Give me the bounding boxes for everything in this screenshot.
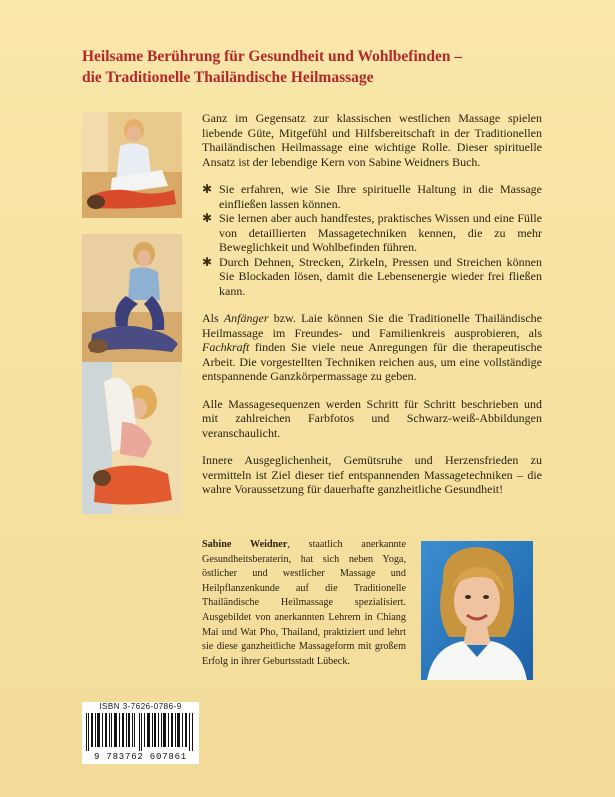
feature-list	[202, 182, 542, 298]
headline-line-1: Heilsame Berührung für Gesundheit und Wohlbefinden –	[82, 48, 463, 65]
massage-photo-2	[82, 234, 182, 364]
feature-item: ✱ Durch Dehnen, Strecken, Zirkeln, Pressen und Streichen können Sie Blockaden lösen, damit die Lebensenergie wieder frei fließen kann.	[202, 254, 542, 298]
headline-line-2: die Traditionelle Thailändische Heilmassage	[82, 69, 374, 86]
massage-photo-3	[82, 362, 182, 514]
audience-paragraph: Als Anfänger bzw. Laie können Sie die Traditionelle Thailändische Heilmassage im Freundes- und Familienkreis ausprobieren, als Fachkraft finden Sie viele neue Anregungen für die therapeutische Arbeit. Die vorgestellten Techniken reichen aus, um eine vollständige entspannende Ganzkörpermassage zu geben.	[202, 311, 542, 383]
photo-strip	[82, 112, 182, 514]
ean-digits: 9 783762 607861	[93, 752, 187, 762]
massage-photo-1	[82, 112, 182, 218]
asterisk-bullet-icon: ✱	[202, 211, 213, 225]
author-portrait	[421, 541, 533, 680]
feature-item: ✱ Sie erfahren, wie Sie Ihre spirituelle Haltung in die Massage einfließen lassen können.	[202, 182, 542, 211]
intro-paragraph: Ganz im Gegensatz zur klassischen westlichen Massage spielen liebende Güte, Mitgefühl und Hilfsbereitschaft in der Traditionellen Thailändischen Heilmassage eine wichtige Rolle. Dieser spirituelle Ansatz ist der lebendige Kern von Sabine Weidners Buch.	[202, 111, 542, 169]
method-paragraph: Alle Massagesequenzen werden Schritt für Schritt beschrieben und mit zahlreichen Farbfotos und Schwarz-weiß-Abbildungen veranschaulicht.	[202, 396, 542, 440]
headline	[82, 46, 582, 88]
barcode-graphic	[86, 713, 195, 751]
description-text	[202, 111, 542, 497]
asterisk-bullet-icon: ✱	[202, 254, 213, 269]
author-name: Sabine Weidner	[202, 539, 288, 550]
closing-paragraph: Innere Ausgeglichenheit, Gemütsruhe und Herzensfrieden zu vermitteln ist Ziel dieser tief entspannenden Massagetechniken – die wahre Voraussetzung für dauerhafte ganzheitliche Gesundheit!	[202, 453, 542, 496]
isbn-barcode	[82, 702, 199, 764]
feature-item: ✱ Sie lernen aber auch handfestes, praktisches Wissen und eine Fülle von detaillierten Massagetechniken kennen, die zu mehr Beweglichkeit und Wohlbefinden führen.	[202, 211, 542, 254]
author-bio: Sabine Weidner, staatlich anerkannte Gesundheitsberaterin, hat sich neben Yoga, östlicher und westlicher Massage und Heilpflanzenkunde auf die Traditionelle Thailändische Heilmassage spezialisiert. Ausgebildet von anerkannten Lehrern in Chiang Mai und Wat Pho, Thailand, praktiziert und lehrt sie diese ganzheitliche Massageform mit großem Erfolg in ihrer Geburtsstadt Lübeck.	[202, 539, 406, 667]
asterisk-bullet-icon: ✱	[202, 182, 213, 196]
isbn-label: ISBN 3-7626-0786-9	[99, 702, 182, 711]
